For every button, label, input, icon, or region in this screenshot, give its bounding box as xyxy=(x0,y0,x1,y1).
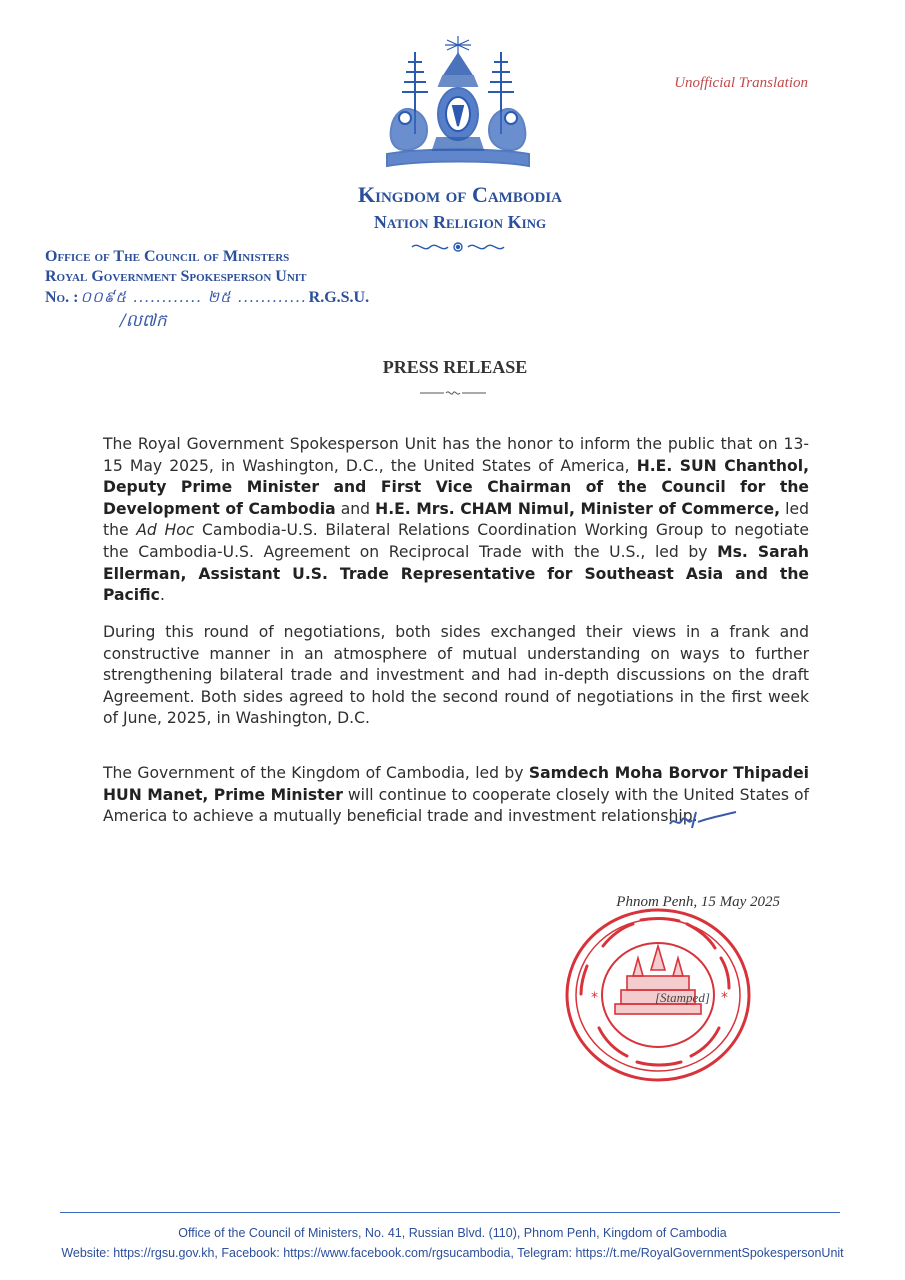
issuing-office-block xyxy=(45,247,369,308)
press-release-title: PRESS RELEASE xyxy=(382,357,528,377)
paragraph-3: The Government of the Kingdom of Cambodia, led by Samdech Moha Borvor Thipadei HUN Manet, Prime Minister will continue to cooperate closely with the United States of America to achieve a mutually beneficial trade and investment relationship. xyxy=(103,764,810,826)
unofficial-translation-note: Unofficial Translation xyxy=(674,75,808,91)
reference-number-handwritten: ០០៩៥ ............ ២៥ ............ xyxy=(80,288,307,306)
stamped-note: [Stamped] xyxy=(655,990,710,1005)
svg-text:*: * xyxy=(591,990,598,1006)
paragraph-2: During this round of negotiations, both sides exchanged their views in a frank and constructive manner in an atmosphere of mutual understanding on ways to further strengthening bilateral trade and investment and had in-depth discussions on the draft Agreement. Both sides agreed to hold the second round of negotiations in the first week of June, 2025, in Washington, D.C. xyxy=(103,623,809,728)
footer-address: Office of the Council of Ministers, No. 41, Russian Blvd. (110), Phnom Penh, Kingdom of Cambodia xyxy=(178,1226,727,1240)
svg-text:*: * xyxy=(721,990,728,1006)
paragraph-1: The Royal Government Spokesperson Unit has the honor to inform the public that on 13-15 May 2025, in Washington, D.C., the United States of America, H.E. SUN Chanthol, Deputy Prime Minister and First Vice Chairman of the Council for the Development of Cambodia and H.E. Mrs. CHAM Nimul, Minister of Commerce, led the Ad Hoc Cambodia-U.S. Bilateral Relations Coordination Working Group to negotiate the Cambodia-U.S. Agreement on Reciprocal Trade with the U.S., led by Ms. Sarah Ellerman, Assistant U.S. Trade Representative for Southeast Asia and the Pacific. xyxy=(103,435,809,605)
reference-number-subscript: /ល៧ក xyxy=(120,311,167,331)
place-date-line: Phnom Penh, 15 May 2025 xyxy=(616,894,780,910)
national-motto: Nation Religion King xyxy=(373,212,547,232)
ornament-divider-icon xyxy=(408,240,508,254)
reference-number-suffix: R.G.S.U. xyxy=(308,289,370,306)
office-line-2: Royal Government Spokesperson Unit xyxy=(45,268,307,285)
footer-divider xyxy=(60,1212,840,1213)
kingdom-title: Kingdom of Cambodia xyxy=(358,182,562,207)
footer-links: Website: https://rgsu.gov.kh, Facebook: https://www.facebook.com/rgsucambodia, Telegram: https://t.me/RoyalGovernmentSpokespersonUnit xyxy=(61,1246,844,1260)
royal-emblem-icon xyxy=(383,34,533,169)
title-ornament-icon xyxy=(418,388,488,398)
office-line-1: Office of The Council of Ministers xyxy=(45,248,290,265)
reference-number-label: No. : xyxy=(45,289,79,306)
reference-number-line xyxy=(45,287,369,308)
initial-mark-icon xyxy=(668,808,738,832)
